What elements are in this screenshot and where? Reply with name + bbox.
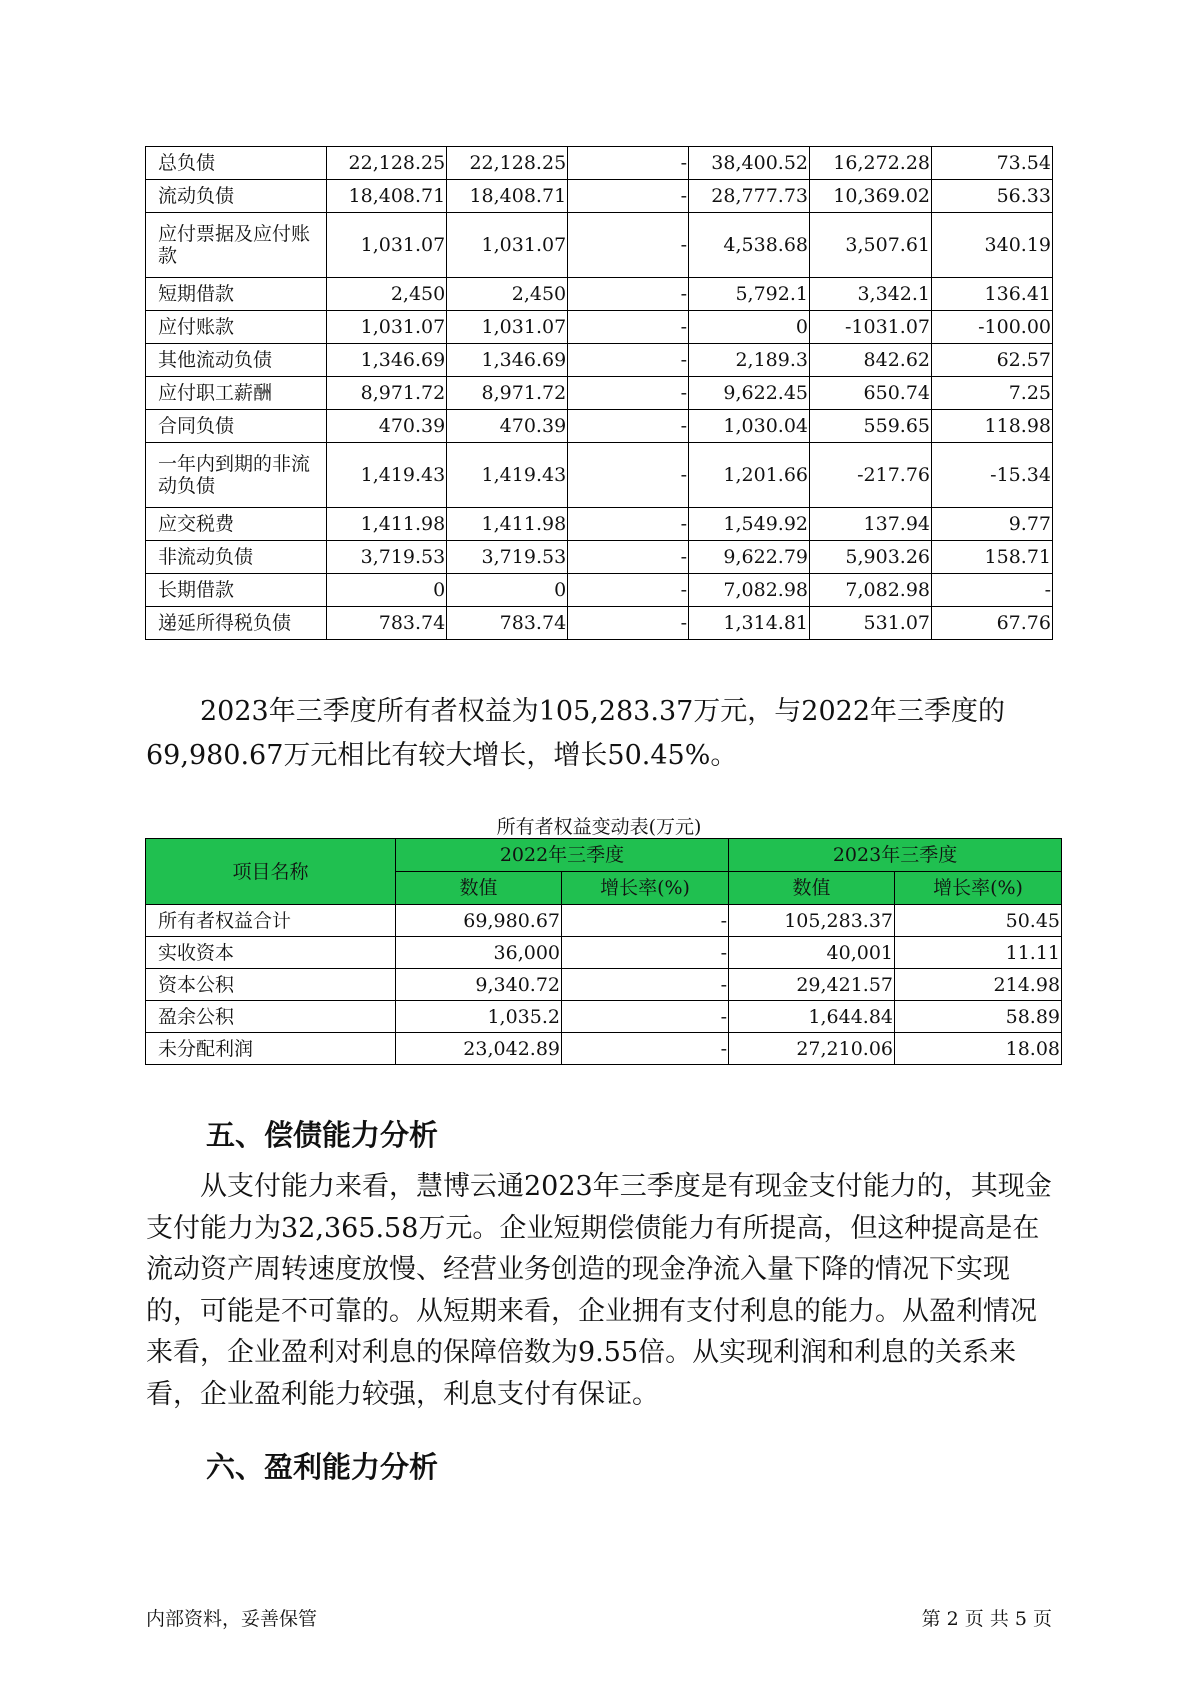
header-value-2023: 数值 <box>729 872 895 905</box>
cell-b: 8,971.72 <box>447 377 568 410</box>
cell-d: 0 <box>689 311 810 344</box>
footer-page-number: 第 2 页 共 5 页 <box>921 1608 1052 1630</box>
table-row <box>146 147 1053 180</box>
cell-d: 9,622.45 <box>689 377 810 410</box>
cell-b: 1,031.07 <box>447 213 568 278</box>
table-row <box>146 410 1053 443</box>
row-label: 其他流动负债 <box>146 344 327 377</box>
cell-v2: 40,001 <box>729 937 895 969</box>
cell-g1: - <box>562 1033 729 1065</box>
cell-c: - <box>568 344 689 377</box>
cell-b: 3,719.53 <box>447 541 568 574</box>
cell-f: 73.54 <box>932 147 1053 180</box>
cell-g1: - <box>562 969 729 1001</box>
cell-c: - <box>568 278 689 311</box>
table-row <box>146 508 1053 541</box>
cell-f: - <box>932 574 1053 607</box>
cell-e: 842.62 <box>810 344 932 377</box>
cell-e: 3,342.1 <box>810 278 932 311</box>
cell-g1: - <box>562 937 729 969</box>
cell-f: 7.25 <box>932 377 1053 410</box>
liabilities-table <box>145 146 1053 640</box>
cell-v2: 27,210.06 <box>729 1033 895 1065</box>
cell-c: - <box>568 508 689 541</box>
table-row <box>146 969 1062 1001</box>
cell-c: - <box>568 180 689 213</box>
cell-e: 5,903.26 <box>810 541 932 574</box>
header-item-name: 项目名称 <box>146 839 396 905</box>
cell-e: 10,369.02 <box>810 180 932 213</box>
table-row <box>146 180 1053 213</box>
cell-e: -217.76 <box>810 443 932 508</box>
cell-f: 9.77 <box>932 508 1053 541</box>
cell-e: -1031.07 <box>810 311 932 344</box>
row-label: 盈余公积 <box>146 1001 396 1033</box>
table-row <box>146 278 1053 311</box>
cell-e: 559.65 <box>810 410 932 443</box>
equity-summary-paragraph: 2023年三季度所有者权益为105,283.37万元，与2022年三季度的69,980.67万元相比有较大增长，增长50.45%。 <box>146 696 1006 771</box>
cell-d: 1,314.81 <box>689 607 810 640</box>
cell-g2: 50.45 <box>895 905 1062 937</box>
cell-v2: 29,421.57 <box>729 969 895 1001</box>
cell-f: -15.34 <box>932 443 1053 508</box>
cell-b: 470.39 <box>447 410 568 443</box>
cell-f: 56.33 <box>932 180 1053 213</box>
cell-c: - <box>568 541 689 574</box>
cell-d: 7,082.98 <box>689 574 810 607</box>
cell-c: - <box>568 147 689 180</box>
cell-e: 531.07 <box>810 607 932 640</box>
cell-g2: 18.08 <box>895 1033 1062 1065</box>
row-label: 流动负债 <box>146 180 327 213</box>
cell-a: 1,346.69 <box>327 344 447 377</box>
cell-b: 18,408.71 <box>447 180 568 213</box>
row-label: 应付票据及应付账款 <box>146 213 327 278</box>
cell-e: 137.94 <box>810 508 932 541</box>
footer-confidential: 内部资料，妥善保管 <box>146 1608 318 1630</box>
row-label: 资本公积 <box>146 969 396 1001</box>
cell-a: 783.74 <box>327 607 447 640</box>
table-row <box>146 1001 1062 1033</box>
cell-d: 1,201.66 <box>689 443 810 508</box>
header-value-2022: 数值 <box>396 872 562 905</box>
table-row <box>146 311 1053 344</box>
cell-a: 1,419.43 <box>327 443 447 508</box>
section-6-heading: 六、盈利能力分析 <box>206 1450 439 1484</box>
cell-a: 1,031.07 <box>327 213 447 278</box>
cell-g1: - <box>562 905 729 937</box>
row-label: 合同负债 <box>146 410 327 443</box>
cell-v1: 9,340.72 <box>396 969 562 1001</box>
cell-a: 8,971.72 <box>327 377 447 410</box>
cell-f: -100.00 <box>932 311 1053 344</box>
equity-table <box>145 838 1062 1065</box>
solvency-paragraph: 从支付能力来看，慧博云通2023年三季度是有现金支付能力的，其现金支付能力为32,365.58万元。企业短期偿债能力有所提高，但这种提高是在流动资产周转速度放慢、经营业务创造的现金净流入量下降的情况下实现的，可能是不可靠的。从短期来看，企业拥有支付利息的能力。从盈利情况来看，企业盈利对利息的保障倍数为9.55倍。从实现利润和利息的关系来看，企业盈利能力较强，利息支付有保证。 <box>146 1171 1052 1410</box>
table-row <box>146 574 1053 607</box>
cell-b: 783.74 <box>447 607 568 640</box>
row-label: 一年内到期的非流动负债 <box>146 443 327 508</box>
cell-v2: 105,283.37 <box>729 905 895 937</box>
table-row <box>146 344 1053 377</box>
cell-f: 340.19 <box>932 213 1053 278</box>
cell-c: - <box>568 443 689 508</box>
cell-v1: 69,980.67 <box>396 905 562 937</box>
equity-table-caption: 所有者权益变动表(万元) <box>496 816 702 838</box>
cell-d: 1,030.04 <box>689 410 810 443</box>
cell-a: 1,031.07 <box>327 311 447 344</box>
table-row <box>146 1033 1062 1065</box>
section-5-heading: 五、偿债能力分析 <box>206 1118 439 1152</box>
table-row <box>146 213 1053 278</box>
cell-v1: 1,035.2 <box>396 1001 562 1033</box>
cell-d: 28,777.73 <box>689 180 810 213</box>
cell-v2: 1,644.84 <box>729 1001 895 1033</box>
row-label: 总负债 <box>146 147 327 180</box>
table-row <box>146 607 1053 640</box>
cell-d: 2,189.3 <box>689 344 810 377</box>
cell-v1: 23,042.89 <box>396 1033 562 1065</box>
cell-e: 3,507.61 <box>810 213 932 278</box>
cell-c: - <box>568 213 689 278</box>
cell-b: 1,346.69 <box>447 344 568 377</box>
cell-d: 9,622.79 <box>689 541 810 574</box>
cell-f: 118.98 <box>932 410 1053 443</box>
cell-f: 62.57 <box>932 344 1053 377</box>
header-year-2023: 2023年三季度 <box>729 839 1062 872</box>
header-year-2022: 2022年三季度 <box>396 839 729 872</box>
cell-a: 18,408.71 <box>327 180 447 213</box>
cell-b: 1,411.98 <box>447 508 568 541</box>
cell-c: - <box>568 410 689 443</box>
header-growth-2023: 增长率(%) <box>895 872 1062 905</box>
cell-v1: 36,000 <box>396 937 562 969</box>
row-label: 短期借款 <box>146 278 327 311</box>
cell-c: - <box>568 377 689 410</box>
cell-d: 5,792.1 <box>689 278 810 311</box>
cell-d: 38,400.52 <box>689 147 810 180</box>
cell-e: 7,082.98 <box>810 574 932 607</box>
row-label: 实收资本 <box>146 937 396 969</box>
row-label: 非流动负债 <box>146 541 327 574</box>
cell-c: - <box>568 574 689 607</box>
header-growth-2022: 增长率(%) <box>562 872 729 905</box>
cell-e: 16,272.28 <box>810 147 932 180</box>
cell-g2: 58.89 <box>895 1001 1062 1033</box>
table-row <box>146 443 1053 508</box>
table-row <box>146 541 1053 574</box>
row-label: 应付职工薪酬 <box>146 377 327 410</box>
cell-e: 650.74 <box>810 377 932 410</box>
row-label: 长期借款 <box>146 574 327 607</box>
cell-a: 3,719.53 <box>327 541 447 574</box>
cell-a: 470.39 <box>327 410 447 443</box>
row-label: 未分配利润 <box>146 1033 396 1065</box>
row-label: 所有者权益合计 <box>146 905 396 937</box>
cell-d: 1,549.92 <box>689 508 810 541</box>
row-label: 递延所得税负债 <box>146 607 327 640</box>
cell-b: 1,031.07 <box>447 311 568 344</box>
row-label: 应付账款 <box>146 311 327 344</box>
cell-d: 4,538.68 <box>689 213 810 278</box>
cell-b: 22,128.25 <box>447 147 568 180</box>
table-row <box>146 377 1053 410</box>
cell-g2: 214.98 <box>895 969 1062 1001</box>
cell-f: 136.41 <box>932 278 1053 311</box>
cell-g2: 11.11 <box>895 937 1062 969</box>
cell-f: 67.76 <box>932 607 1053 640</box>
cell-a: 0 <box>327 574 447 607</box>
cell-c: - <box>568 311 689 344</box>
cell-a: 22,128.25 <box>327 147 447 180</box>
cell-g1: - <box>562 1001 729 1033</box>
cell-c: - <box>568 607 689 640</box>
cell-b: 2,450 <box>447 278 568 311</box>
row-label: 应交税费 <box>146 508 327 541</box>
table-row <box>146 905 1062 937</box>
cell-a: 1,411.98 <box>327 508 447 541</box>
cell-a: 2,450 <box>327 278 447 311</box>
table-row <box>146 937 1062 969</box>
cell-b: 0 <box>447 574 568 607</box>
cell-f: 158.71 <box>932 541 1053 574</box>
cell-b: 1,419.43 <box>447 443 568 508</box>
